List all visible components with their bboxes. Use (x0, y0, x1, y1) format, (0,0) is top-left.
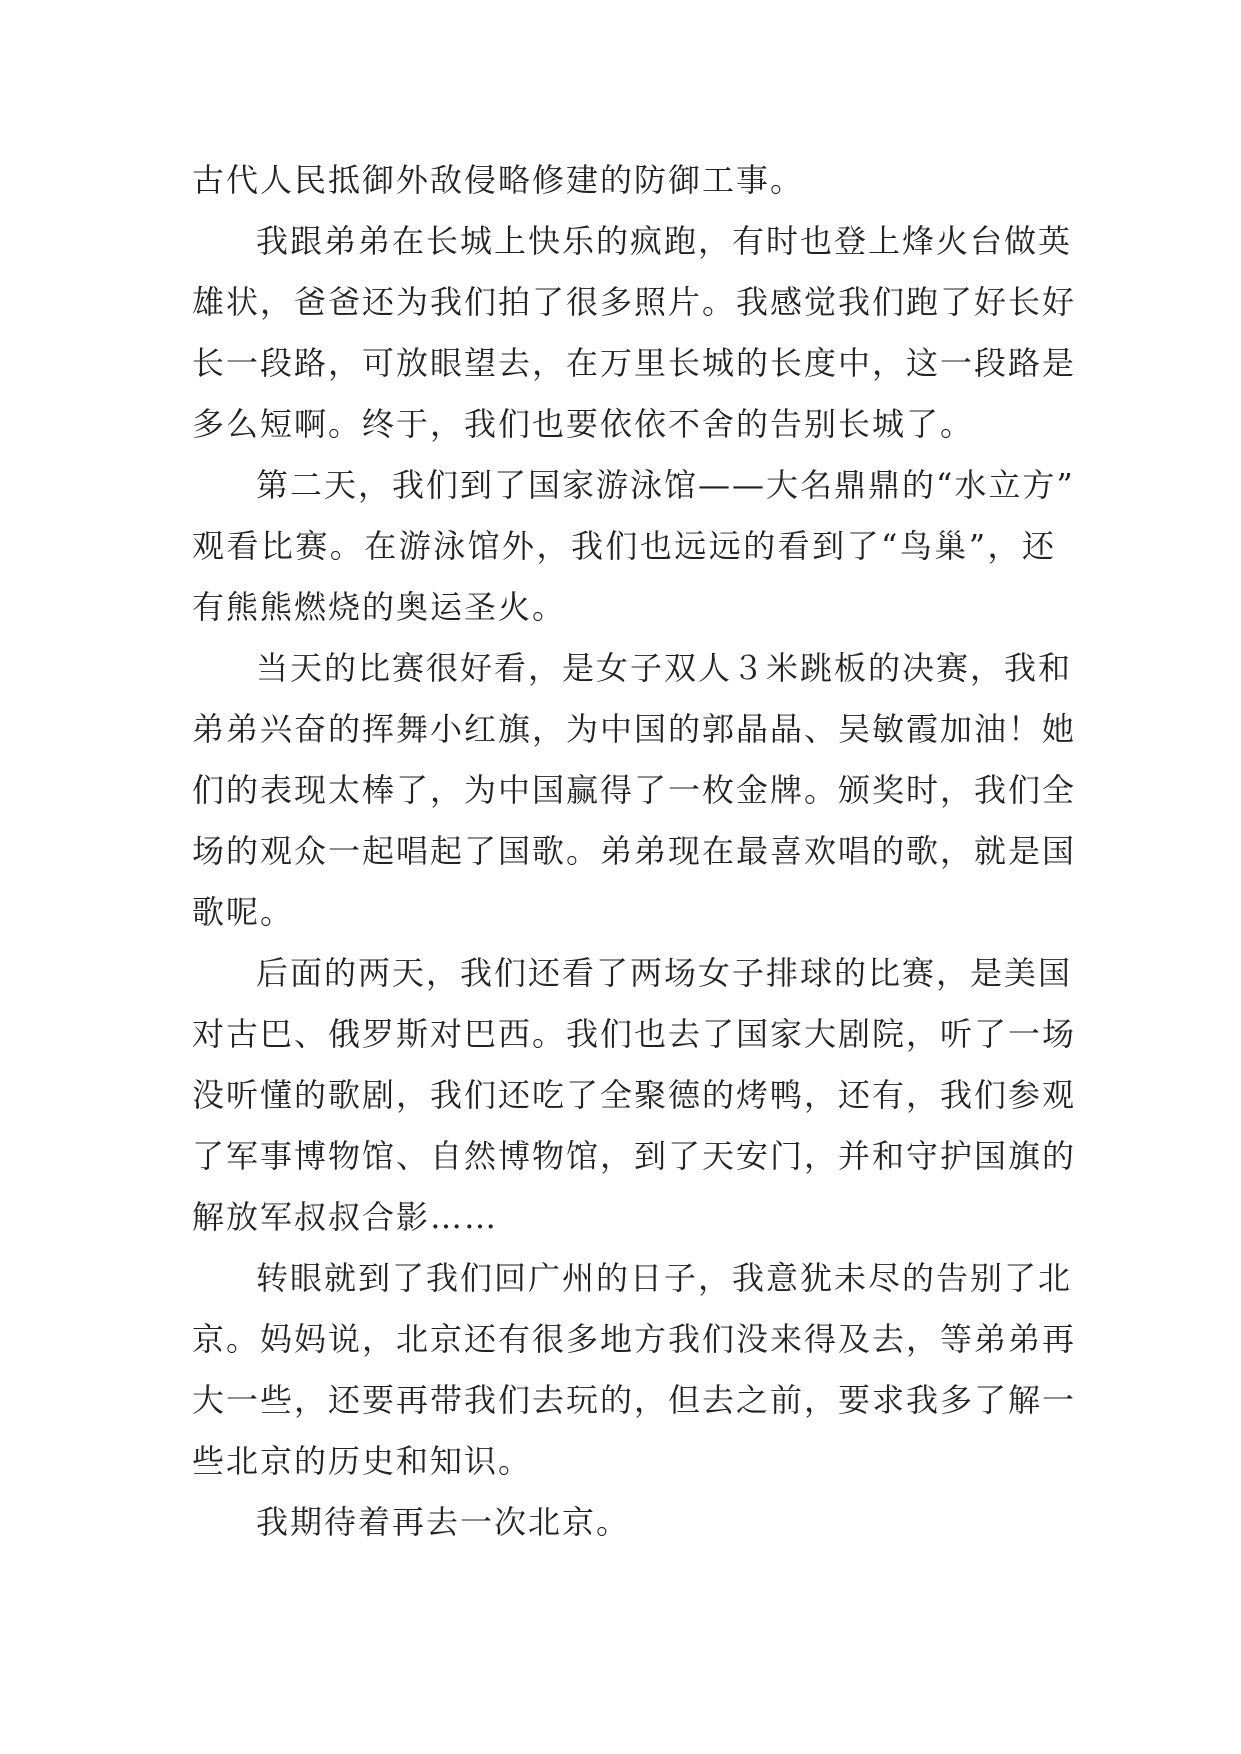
text-line: 有熊熊燃烧的奥运圣火。 (192, 588, 567, 626)
text-line: 了军事博物馆、自然博物馆，到了天安门，并和守护国旗的 (192, 1137, 1077, 1175)
text-line: 弟弟兴奋的挥舞小红旗，为中国的郭晶晶、吴敏霞加油！她 (192, 710, 1077, 748)
text-line: 多么短啊。终于，我们也要依依不舍的告别长城了。 (192, 405, 975, 443)
text-line: 我期待着再去一次北京。 (256, 1503, 631, 1541)
text-line: 些北京的历史和知识。 (192, 1442, 533, 1480)
text-line: 对古巴、俄罗斯对巴西。我们也去了国家大剧院，听了一场 (192, 1015, 1077, 1053)
document-body (192, 150, 1077, 1553)
text-line: 雄状，爸爸还为我们拍了很多照片。我感觉我们跑了好长好 (192, 283, 1077, 321)
text-line: 观看比赛。在游泳馆外，我们也远远的看到了“鸟巢”，还 (192, 527, 1056, 565)
text-line: 长一段路，可放眼望去，在万里长城的长度中，这一段路是 (192, 344, 1077, 382)
text-line: 我跟弟弟在长城上快乐的疯跑，有时也登上烽火台做英 (256, 222, 1073, 260)
text-line: 没听懂的歌剧，我们还吃了全聚德的烤鸭，还有，我们参观 (192, 1076, 1077, 1114)
text-line: 当天的比赛很好看，是女子双人３米跳板的决赛，我和 (256, 649, 1073, 687)
text-line: 第二天，我们到了国家游泳馆——大名鼎鼎的“水立方” (256, 466, 1075, 504)
text-line: 歌呢。 (192, 893, 295, 931)
text-line: 古代人民抵御外敌侵略修建的防御工事。 (192, 161, 805, 199)
text-line: 解放军叔叔合影…… (192, 1198, 499, 1236)
text-line: 转眼就到了我们回广州的日子，我意犹未尽的告别了北 (256, 1259, 1073, 1297)
text-line: 们的表现太棒了，为中国赢得了一枚金牌。颁奖时，我们全 (192, 771, 1077, 809)
text-line: 后面的两天，我们还看了两场女子排球的比赛，是美国 (256, 954, 1073, 992)
text-line: 场的观众一起唱起了国歌。弟弟现在最喜欢唱的歌，就是国 (192, 832, 1077, 870)
text-line: 京。妈妈说，北京还有很多地方我们没来得及去，等弟弟再 (192, 1320, 1077, 1358)
text-line: 大一些，还要再带我们去玩的，但去之前，要求我多了解一 (192, 1381, 1077, 1419)
